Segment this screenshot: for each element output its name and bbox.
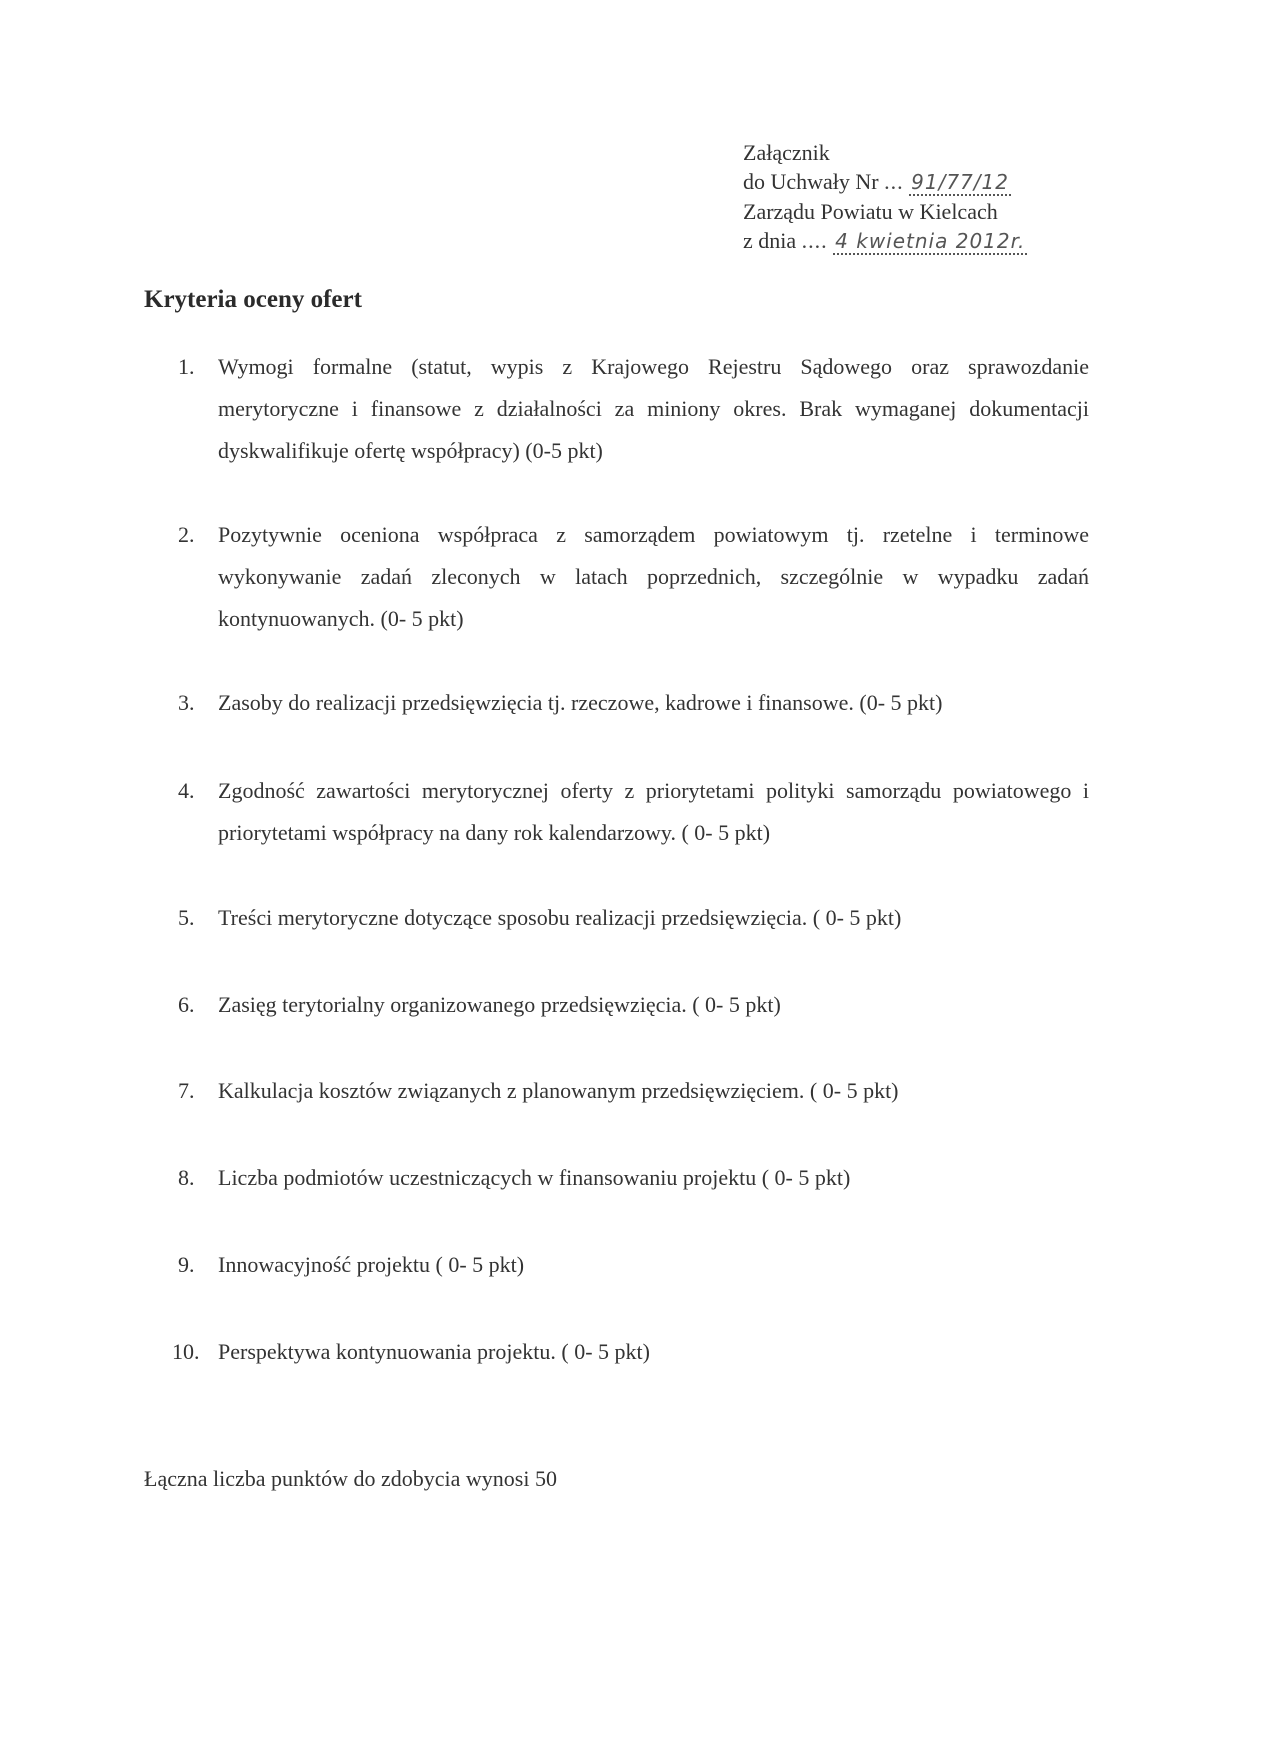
criteria-number: 10.: [172, 1339, 200, 1364]
criteria-number: 4.: [178, 778, 195, 803]
criteria-text: Treści merytoryczne dotyczące sposobu realizacji przedsięwzięcia. ( 0- 5 pkt): [218, 905, 902, 930]
criteria-text: Wymogi formalne (statut, wypis z Krajowego Rejestru Sądowego oraz sprawozdanie merytoryczne i finansowe z działalności za miniony okres. Brak wymaganej dokumentacji dyskwalifikuje ofertę współpracy) (0-5 pkt): [218, 354, 1089, 463]
criteria-text: Liczba podmiotów uczestniczących w finansowaniu projektu ( 0- 5 pkt): [218, 1165, 851, 1190]
date-handwritten: 4 kwietnia 2012r.: [835, 229, 1026, 253]
criteria-text: Pozytywnie oceniona współpraca z samorządem powiatowym tj. rzetelne i terminowe wykonywanie zadań zleconych w latach poprzednich, szczególnie w wypadku zadań kontynuowanych. (0- 5 pkt): [218, 522, 1089, 631]
criteria-number: 9.: [178, 1252, 195, 1277]
resolution-number-dots: ...: [884, 169, 904, 194]
document-title: Kryteria oceny ofert: [144, 286, 362, 313]
resolution-number-label: do Uchwały Nr: [743, 169, 879, 194]
criteria-number: 7.: [178, 1078, 195, 1103]
criteria-number: 5.: [178, 905, 195, 930]
criteria-number: 2.: [178, 522, 195, 547]
criteria-text: Kalkulacja kosztów związanych z planowanym przedsięwzięciem. ( 0- 5 pkt): [218, 1078, 899, 1103]
criteria-text: Innowacyjność projektu ( 0- 5 pkt): [218, 1252, 525, 1277]
total-points-statement: Łączna liczba punktów do zdobycia wynosi 50: [144, 1466, 557, 1491]
criteria-number: 6.: [178, 992, 195, 1017]
criteria-text: Zasoby do realizacji przedsięwzięcia tj. rzeczowe, kadrowe i finansowe. (0- 5 pkt): [218, 690, 943, 715]
attachment-header: [743, 138, 1027, 256]
criteria-text: Zgodność zawartości merytorycznej oferty z priorytetami polityki samorządu powiatowego i priorytetami współpracy na dany rok kalendarzowy. ( 0- 5 pkt): [218, 778, 1089, 845]
criteria-text: Zasięg terytorialny organizowanego przedsięwzięcia. ( 0- 5 pkt): [218, 992, 781, 1017]
date-dots: ....: [801, 228, 828, 253]
resolution-number-line: [743, 167, 1027, 197]
criteria-number: 8.: [178, 1165, 195, 1190]
board-name: Zarządu Powiatu w Kielcach: [743, 199, 998, 224]
resolution-number-handwritten: 91/77/12: [911, 170, 1009, 194]
criteria-number: 1.: [178, 354, 195, 379]
date-line: [743, 226, 1027, 256]
criteria-number: 3.: [178, 690, 195, 715]
criteria-text: Perspektywa kontynuowania projektu. ( 0- 5 pkt): [218, 1339, 650, 1364]
date-label: z dnia: [743, 228, 797, 253]
attachment-label: Załącznik: [743, 140, 830, 165]
